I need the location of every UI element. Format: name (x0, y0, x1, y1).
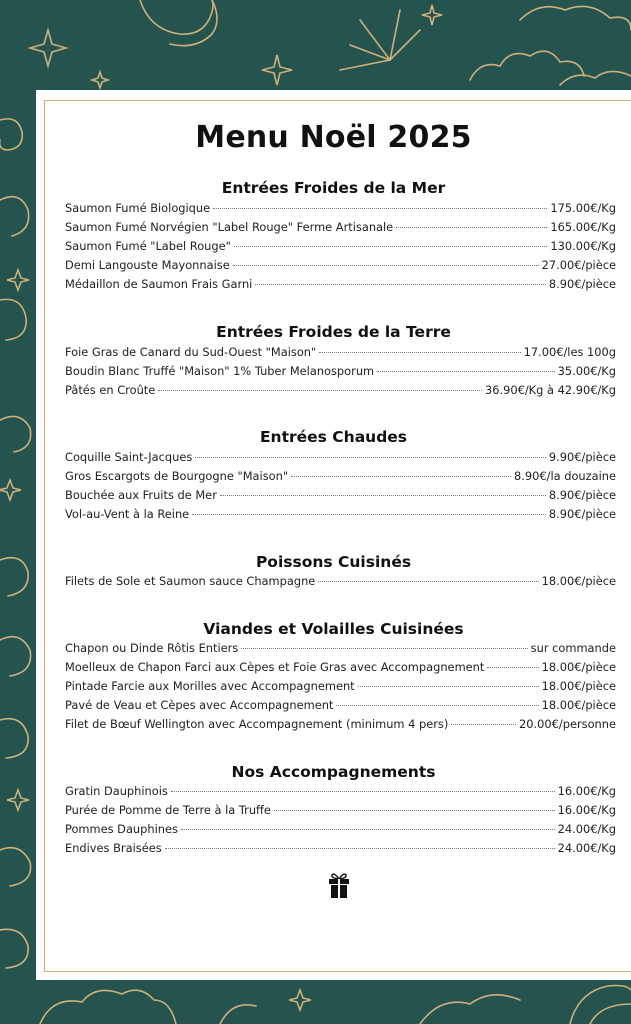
item-price: 24.00€/Kg (557, 841, 616, 855)
item-price: 8.90€/pièce (548, 277, 616, 291)
star-icon (30, 30, 66, 66)
menu-card (36, 90, 631, 980)
gift-icon (328, 872, 350, 898)
dot-leader (195, 457, 546, 458)
cloud-icon (40, 990, 176, 1024)
dot-leader (181, 829, 555, 830)
dot-leader (451, 724, 516, 725)
item-price: sur commande (530, 641, 616, 655)
menu-item (65, 803, 616, 822)
section-items-viandes-volailles (65, 641, 616, 736)
menu-item (65, 784, 616, 803)
dot-leader (158, 390, 482, 391)
dot-leader (396, 227, 547, 228)
item-price: 130.00€/Kg (550, 239, 616, 253)
star-icon (92, 72, 108, 88)
menu-item (65, 717, 616, 736)
item-price: 165.00€/Kg (550, 220, 616, 234)
item-price: 20.00€/personne (519, 717, 616, 731)
item-name: Boudin Blanc Truffé "Maison" 1% Tuber Melanosporum (65, 364, 375, 378)
menu-item (65, 507, 616, 526)
dot-leader (241, 648, 527, 649)
section-title-entrees-froides-terre: Entrées Froides de la Terre (216, 323, 451, 341)
item-price: 35.00€/Kg (557, 364, 616, 378)
item-price: 8.90€/pièce (548, 507, 616, 521)
menu-item (65, 841, 616, 860)
cloud-icon (470, 51, 584, 80)
menu-item (65, 277, 616, 296)
menu-item (65, 383, 616, 402)
section-items-entrees-chaudes (65, 450, 616, 526)
dot-leader (377, 371, 554, 372)
sun-ray-icon (340, 10, 420, 70)
dot-leader (213, 208, 547, 209)
item-price: 175.00€/Kg (550, 201, 616, 215)
item-name: Endives Braisées (65, 841, 162, 855)
dot-leader (165, 848, 555, 849)
cloud-icon (0, 119, 22, 150)
item-name: Médaillon de Saumon Frais Garni (65, 277, 253, 291)
menu-item (65, 364, 616, 383)
item-price: 8.90€/pièce (548, 488, 616, 502)
star-icon (262, 55, 292, 85)
menu-item (65, 679, 616, 698)
item-name: Gros Escargots de Bourgogne "Maison" (65, 469, 289, 483)
item-name: Chapon ou Dinde Rôtis Entiers (65, 641, 239, 655)
dot-leader (291, 476, 511, 477)
menu-item (65, 345, 616, 364)
menu-item (65, 258, 616, 277)
section-title-entrees-chaudes: Entrées Chaudes (259, 428, 408, 446)
star-icon (422, 5, 442, 25)
item-price: 27.00€/pièce (541, 258, 616, 272)
item-name: Filet de Bœuf Wellington avec Accompagnement (minimum 4 pers) (65, 717, 449, 731)
item-name: Pavé de Veau et Cèpes avec Accompagnement (65, 698, 334, 712)
section-title-poissons-cuisines: Poissons Cuisinés (255, 553, 412, 571)
item-name: Demi Langouste Mayonnaise (65, 258, 230, 272)
item-name: Saumon Fumé Biologique (65, 201, 211, 215)
section-items-accompagnements (65, 784, 616, 860)
menu-item (65, 469, 616, 488)
menu-item (65, 220, 616, 239)
item-name: Bouchée aux Fruits de Mer (65, 488, 217, 502)
item-name: Filets de Sole et Saumon sauce Champagne (65, 574, 316, 588)
dot-leader (336, 705, 538, 706)
moon-icon (140, 0, 213, 34)
item-price: 18.00€/pièce (541, 574, 616, 588)
menu-item (65, 641, 616, 660)
section-title-entrees-froides-mer: Entrées Froides de la Mer (221, 179, 446, 197)
item-price: 18.00€/pièce (541, 679, 616, 693)
dot-leader (234, 246, 547, 247)
menu-item (65, 822, 616, 841)
dot-leader (233, 265, 539, 266)
item-name: Vol-au-Vent à la Reine (65, 507, 190, 521)
item-name: Pintade Farcie aux Morilles avec Accompagnement (65, 679, 355, 693)
item-name: Purée de Pomme de Terre à la Truffe (65, 803, 271, 817)
item-price: 36.90€/Kg à 42.90€/Kg (484, 383, 616, 397)
item-price: 16.00€/Kg (557, 803, 616, 817)
item-name: Pâtés en Croûte (65, 383, 156, 397)
item-price: 24.00€/Kg (557, 822, 616, 836)
menu-item (65, 660, 616, 679)
menu-item (65, 201, 616, 220)
item-price: 9.90€/pièce (548, 450, 616, 464)
dot-leader (358, 686, 539, 687)
item-name: Pommes Dauphines (65, 822, 178, 836)
menu-item (65, 450, 616, 469)
dot-leader (255, 284, 546, 285)
section-items-entrees-froides-mer (65, 201, 616, 296)
item-price: 18.00€/pièce (541, 660, 616, 674)
dot-leader (220, 495, 546, 496)
item-price: 17.00€/les 100g (523, 345, 616, 359)
section-title-viandes-volailles: Viandes et Volailles Cuisinées (203, 620, 464, 638)
menu-item (65, 574, 616, 593)
section-title-accompagnements: Nos Accompagnements (231, 763, 436, 781)
dot-leader (274, 810, 555, 811)
item-name: Foie Gras de Canard du Sud-Ouest "Maison" (65, 345, 317, 359)
menu-item (65, 239, 616, 258)
menu-item (65, 698, 616, 717)
item-name: Saumon Fumé Norvégien "Label Rouge" Ferme Artisanale (65, 220, 394, 234)
dot-leader (171, 791, 555, 792)
menu-title: Menu Noël 2025 (195, 120, 472, 155)
item-name: Coquille Saint-Jacques (65, 450, 193, 464)
menu-item (65, 488, 616, 507)
item-price: 8.90€/la douzaine (514, 469, 616, 483)
item-price: 18.00€/pièce (541, 698, 616, 712)
item-name: Moelleux de Chapon Farci aux Cèpes et Foie Gras avec Accompagnement (65, 660, 485, 674)
dot-leader (487, 667, 538, 668)
item-price: 16.00€/Kg (557, 784, 616, 798)
item-name: Gratin Dauphinois (65, 784, 168, 798)
dot-leader (319, 352, 520, 353)
section-items-entrees-froides-terre (65, 345, 616, 402)
item-name: Saumon Fumé "Label Rouge" (65, 239, 231, 253)
section-items-poissons-cuisines (65, 574, 616, 593)
dot-leader (318, 581, 538, 582)
dot-leader (192, 514, 546, 515)
